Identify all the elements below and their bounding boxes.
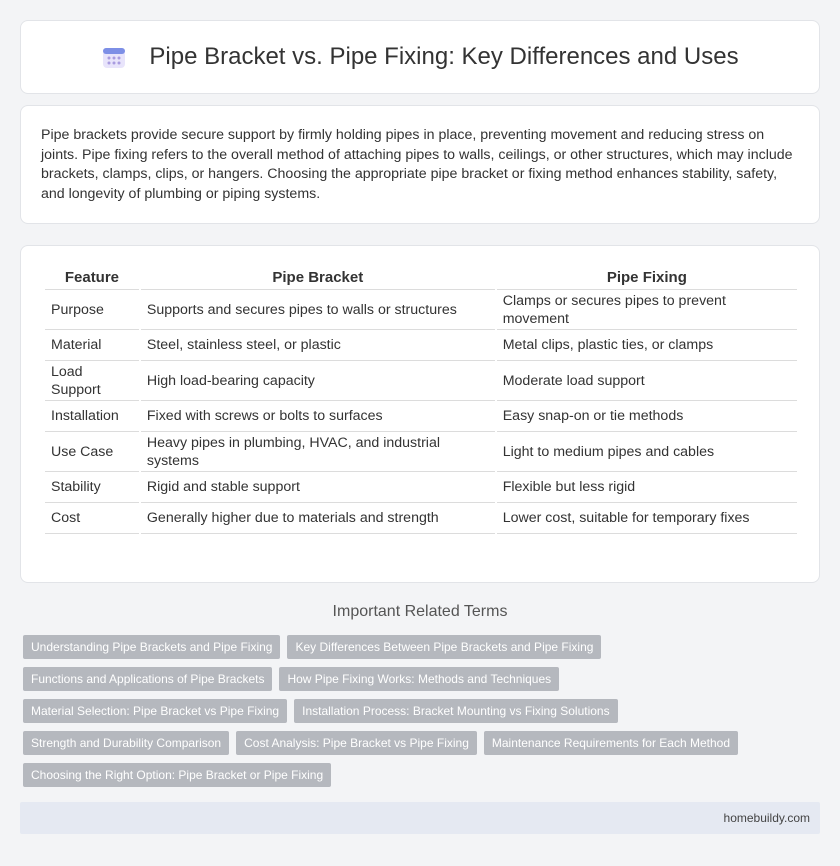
bracket-cell: Generally higher due to materials and strength xyxy=(141,503,495,534)
header-pipe-fixing: Pipe Fixing xyxy=(497,266,797,290)
related-term-tag[interactable]: Key Differences Between Pipe Brackets and Pipe Fixing xyxy=(287,635,601,659)
fixing-cell: Lower cost, suitable for temporary fixes xyxy=(497,503,797,534)
feature-cell: Stability xyxy=(45,472,139,503)
tag-row xyxy=(23,699,823,723)
related-term-tag[interactable]: Material Selection: Pipe Bracket vs Pipe Fixing xyxy=(23,699,287,723)
title-card xyxy=(20,20,820,94)
comparison-card xyxy=(20,245,820,583)
related-term-tag[interactable]: How Pipe Fixing Works: Methods and Techniques xyxy=(279,667,559,691)
comparison-table xyxy=(43,266,799,534)
related-terms-list xyxy=(23,635,823,795)
fixing-cell: Flexible but less rigid xyxy=(497,472,797,503)
table-row xyxy=(45,361,797,401)
bracket-cell: Supports and secures pipes to walls or structures xyxy=(141,290,495,330)
feature-cell: Use Case xyxy=(45,432,139,472)
tag-row xyxy=(23,667,823,691)
tag-row xyxy=(23,635,823,659)
page-title: Pipe Bracket vs. Pipe Fixing: Key Differences and Uses xyxy=(149,43,739,70)
fixing-cell: Easy snap-on or tie methods xyxy=(497,401,797,432)
tag-row xyxy=(23,731,823,755)
related-term-tag[interactable]: Functions and Applications of Pipe Brackets xyxy=(23,667,272,691)
related-term-tag[interactable]: Installation Process: Bracket Mounting vs Fixing Solutions xyxy=(294,699,617,723)
intro-card xyxy=(20,105,820,224)
header-pipe-bracket: Pipe Bracket xyxy=(141,266,495,290)
table-row xyxy=(45,290,797,330)
fixing-cell: Light to medium pipes and cables xyxy=(497,432,797,472)
feature-cell: Purpose xyxy=(45,290,139,330)
related-term-tag[interactable]: Choosing the Right Option: Pipe Bracket or Pipe Fixing xyxy=(23,763,331,787)
bracket-cell: Heavy pipes in plumbing, HVAC, and industrial systems xyxy=(141,432,495,472)
related-term-tag[interactable]: Cost Analysis: Pipe Bracket vs Pipe Fixing xyxy=(236,731,477,755)
table-row xyxy=(45,330,797,361)
fixing-cell: Moderate load support xyxy=(497,361,797,401)
bracket-cell: Rigid and stable support xyxy=(141,472,495,503)
related-term-tag[interactable]: Maintenance Requirements for Each Method xyxy=(484,731,738,755)
footer xyxy=(20,802,820,834)
tag-row xyxy=(23,763,823,787)
table-row xyxy=(45,472,797,503)
feature-cell: Material xyxy=(45,330,139,361)
table-row xyxy=(45,432,797,472)
related-terms-heading: Important Related Terms xyxy=(332,603,508,620)
table-row xyxy=(45,401,797,432)
fixing-cell: Clamps or secures pipes to prevent movement xyxy=(497,290,797,330)
feature-cell: Cost xyxy=(45,503,139,534)
feature-cell: Load Support xyxy=(45,361,139,401)
related-term-tag[interactable]: Understanding Pipe Brackets and Pipe Fixing xyxy=(23,635,280,659)
header-feature: Feature xyxy=(45,266,139,290)
intro-paragraph: Pipe brackets provide secure support by firmly holding pipes in place, preventing movement and reducing stress on joints. Pipe fixing refers to the overall method of attaching pipes to walls, ceilings, or other structures, which may include brackets, clamps, clips, or hangers. Choosing the appropriate pipe bracket or fixing method enhances stability, safety, and longevity of plumbing or piping systems. xyxy=(41,127,793,202)
related-term-tag[interactable]: Strength and Durability Comparison xyxy=(23,731,229,755)
table-row xyxy=(45,503,797,534)
calendar-icon xyxy=(101,44,127,70)
bracket-cell: High load-bearing capacity xyxy=(141,361,495,401)
bracket-cell: Fixed with screws or bolts to surfaces xyxy=(141,401,495,432)
footer-site-link[interactable]: homebuildy.com xyxy=(723,811,810,825)
feature-cell: Installation xyxy=(45,401,139,432)
bracket-cell: Steel, stainless steel, or plastic xyxy=(141,330,495,361)
fixing-cell: Metal clips, plastic ties, or clamps xyxy=(497,330,797,361)
